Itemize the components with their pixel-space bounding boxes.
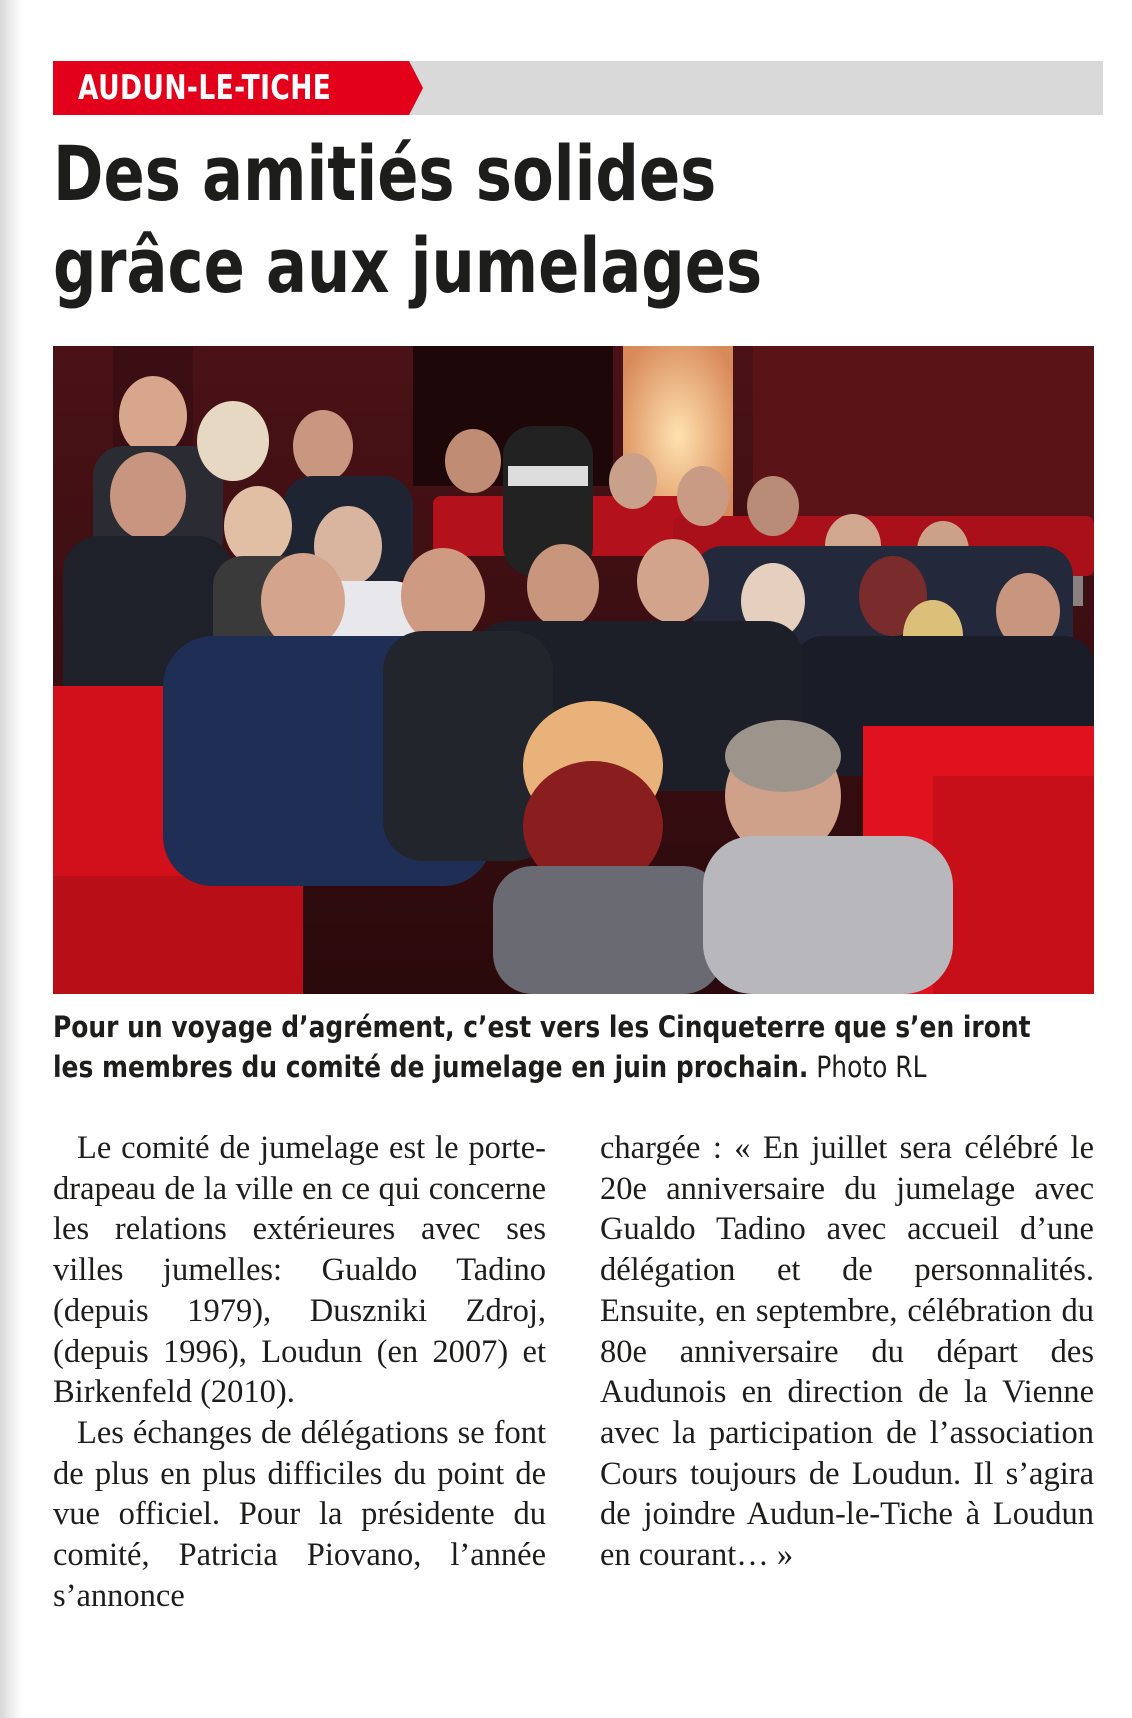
- rubric-label: AUDUN-LE-TICHE: [78, 68, 332, 108]
- photo-illustration: [53, 346, 1094, 994]
- article-paragraph-2: Les échanges de délégations se font de plus en plus difficiles du point de vue officiel. Pour la présidente du comité, Patricia Piovano, l’année s’annonce: [53, 1414, 546, 1614]
- headline-line-2: grâce aux jumelages: [53, 221, 763, 310]
- caption-line-1: Pour un voyage d’agrément, c’est vers les Cinqueterre que s’en iront: [53, 1010, 1031, 1044]
- photo-caption: [53, 1007, 1098, 1087]
- article-photo: [53, 346, 1094, 994]
- article-column-right: [600, 1128, 1094, 1576]
- article-column-left: [53, 1128, 546, 1616]
- headline: [53, 128, 1093, 312]
- article-paragraph-1: Le comité de jumelage est le porte-drapeau de la ville en ce qui concerne les relations extérieures avec ses villes jumelles: Gualdo Tadino (depuis 1979), Duszniki Zdroj, (depuis 1996), Loudun (en 2007) et Birkenfeld (2010).: [53, 1130, 546, 1411]
- caption-line-2: les membres du comité de jumelage en juin prochain. Photo RL: [53, 1050, 927, 1084]
- article-paragraph-3: chargée : « En juillet sera célébré le 20e anniversaire du jumelage avec Gualdo Tadino avec accueil d’une délégation et de personnalités. Ensuite, en septembre, célébration du 80e anniversaire du départ des Audunois en direction de la Vienne avec la participation de l’association Cours toujours de Loudun. Il s’agira de joindre Audun-le-Tiche à Loudun en courant… »: [600, 1130, 1094, 1574]
- page-edge-shadow: [0, 0, 22, 1718]
- headline-line-1: Des amitiés solides: [53, 129, 717, 218]
- photo-credit: Photo RL: [808, 1050, 927, 1084]
